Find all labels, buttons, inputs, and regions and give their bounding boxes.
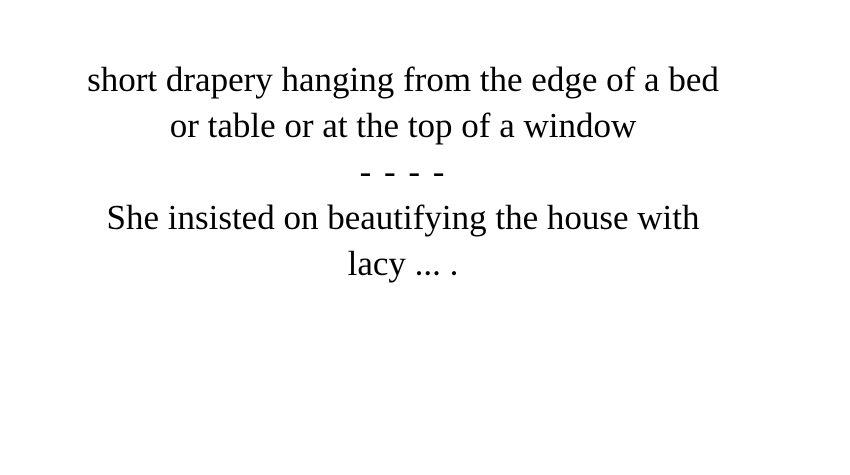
definition-text <box>43 57 763 149</box>
example-line-2: lacy ... . <box>347 244 459 283</box>
definition-line-1: short drapery hanging from the edge of a bed <box>87 60 719 99</box>
definition-line-2: or table or at the top of a window <box>169 106 637 145</box>
example-sentence <box>43 195 763 287</box>
separator: - - - - <box>359 152 447 191</box>
example-line-1: She insisted on beautifying the house with <box>106 198 700 237</box>
